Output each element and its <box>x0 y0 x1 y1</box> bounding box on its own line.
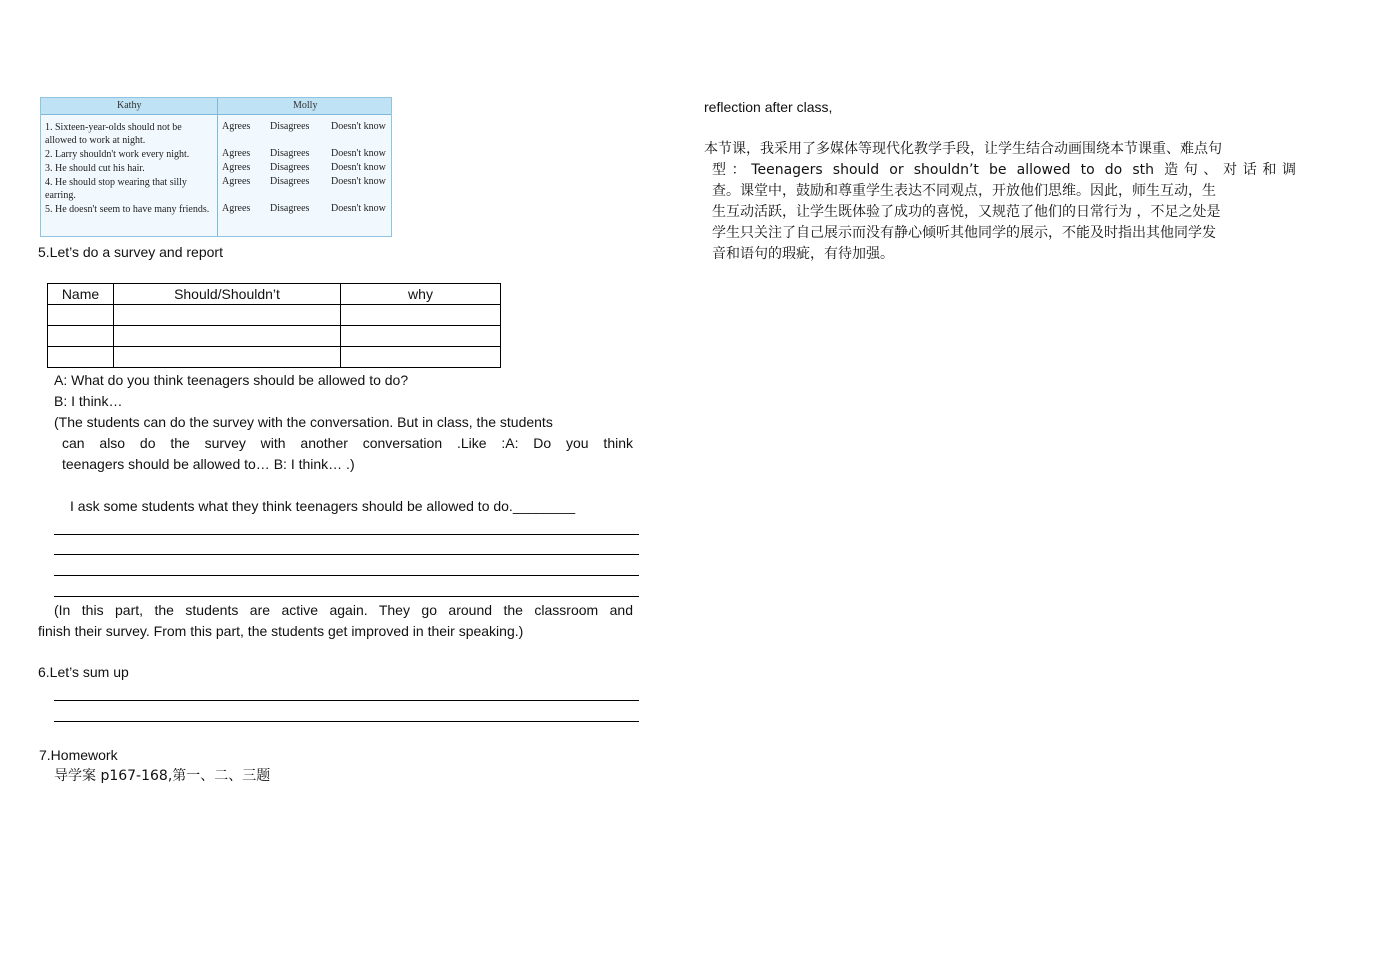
reflection-paragraph <box>704 139 1296 265</box>
writing-line[interactable] <box>54 721 639 722</box>
table-header <box>41 98 391 115</box>
writing-line[interactable] <box>54 554 639 555</box>
disagrees-label: Disagrees <box>270 203 310 214</box>
header-name: Name <box>48 284 114 305</box>
note-line: teenagers should be allowed to… B: I think… .) <box>62 456 355 472</box>
kathy-molly-table-image <box>40 97 392 237</box>
writing-line[interactable] <box>54 596 639 597</box>
table-cell[interactable] <box>114 347 341 368</box>
reflection-heading: reflection after class, <box>704 99 833 115</box>
note-line: can also do the survey with another conversation .Like :A: Do you think <box>62 435 633 451</box>
disagrees-label: Disagrees <box>270 162 310 173</box>
active-line: (In this part, the students are active again. They go around the classroom and <box>54 602 633 618</box>
reflection-line: 学生只关注了自己展示而没有静心倾听其他同学的展示，不能及时指出其他同学发 <box>712 225 1216 241</box>
agrees-label: Agrees <box>222 121 251 132</box>
disagrees-label: Disagrees <box>270 148 310 159</box>
writing-line[interactable] <box>54 575 639 576</box>
statement: 2. Larry shouldn't work every night. <box>45 149 190 160</box>
disagrees-label: Disagrees <box>270 121 310 132</box>
dialog-a: A: What do you think teenagers should be allowed to do? <box>54 372 409 388</box>
note-line: (The students can do the survey with the conversation. But in class, the students <box>54 414 553 430</box>
dialog-b: B: I think… <box>54 393 123 409</box>
homework-content: 导学案 p167-168,第一、二、三题 <box>54 768 271 784</box>
table-cell[interactable] <box>341 326 501 347</box>
table-cell[interactable] <box>341 305 501 326</box>
agrees-label: Agrees <box>222 203 251 214</box>
table-row <box>48 305 501 326</box>
doesnt-know-label: Doesn't know <box>331 148 386 159</box>
doesnt-know-label: Doesn't know <box>331 176 386 187</box>
section-6-heading: 6.Let’s sum up <box>38 664 129 680</box>
header-why: why <box>341 284 501 305</box>
reflection-line: 音和语句的瑕疵，有待加强。 <box>712 246 894 262</box>
section-5-heading: 5.Let’s do a survey and report <box>38 244 223 260</box>
active-line: finish their survey. From this part, the students get improved in their speaking.) <box>38 623 524 639</box>
table-cell[interactable] <box>48 326 114 347</box>
header-should: Should/Shouldn’t <box>114 284 341 305</box>
column-divider <box>217 98 218 236</box>
header-molly: Molly <box>293 100 318 111</box>
survey-table <box>47 283 501 368</box>
writing-line[interactable] <box>54 700 639 701</box>
statement: 5. He doesn't seem to have many friends. <box>45 204 210 215</box>
table-row <box>48 326 501 347</box>
report-line: I ask some students what they think teenagers should be allowed to do.________ <box>70 498 576 514</box>
agrees-label: Agrees <box>222 162 251 173</box>
statement: 3. He should cut his hair. <box>45 163 145 174</box>
table-header-row <box>48 284 501 305</box>
section-7-heading: 7.Homework <box>39 747 118 763</box>
table-row <box>48 347 501 368</box>
table-cell[interactable] <box>114 326 341 347</box>
table-cell[interactable] <box>48 305 114 326</box>
table-cell[interactable] <box>341 347 501 368</box>
doesnt-know-label: Doesn't know <box>331 121 386 132</box>
agrees-label: Agrees <box>222 176 251 187</box>
reflection-line: 生互动活跃，让学生既体验了成功的喜悦，又规范了他们的日常行为 ，不足之处是 <box>712 204 1221 220</box>
disagrees-label: Disagrees <box>270 176 310 187</box>
writing-line[interactable] <box>54 534 639 535</box>
agrees-label: Agrees <box>222 148 251 159</box>
doesnt-know-label: Doesn't know <box>331 162 386 173</box>
table-cell[interactable] <box>114 305 341 326</box>
reflection-line: 型：Teenagers should or shouldn’t be allowed to do sth 造句、对话和调 <box>712 162 1296 178</box>
table-cell[interactable] <box>48 347 114 368</box>
reflection-line: 本节课，我采用了多媒体等现代化教学手段，让学生结合动画围绕本节课重、难点句 <box>704 141 1222 157</box>
doesnt-know-label: Doesn't know <box>331 203 386 214</box>
statement: 4. He should stop wearing that silly earring. <box>45 177 187 201</box>
header-kathy: Kathy <box>117 100 142 111</box>
statement: 1. Sixteen-year-olds should not be allowed to work at night. <box>45 122 182 146</box>
reflection-line: 查。课堂中，鼓励和尊重学生表达不同观点，开放他们思维。因此，师生互动，生 <box>712 183 1216 199</box>
